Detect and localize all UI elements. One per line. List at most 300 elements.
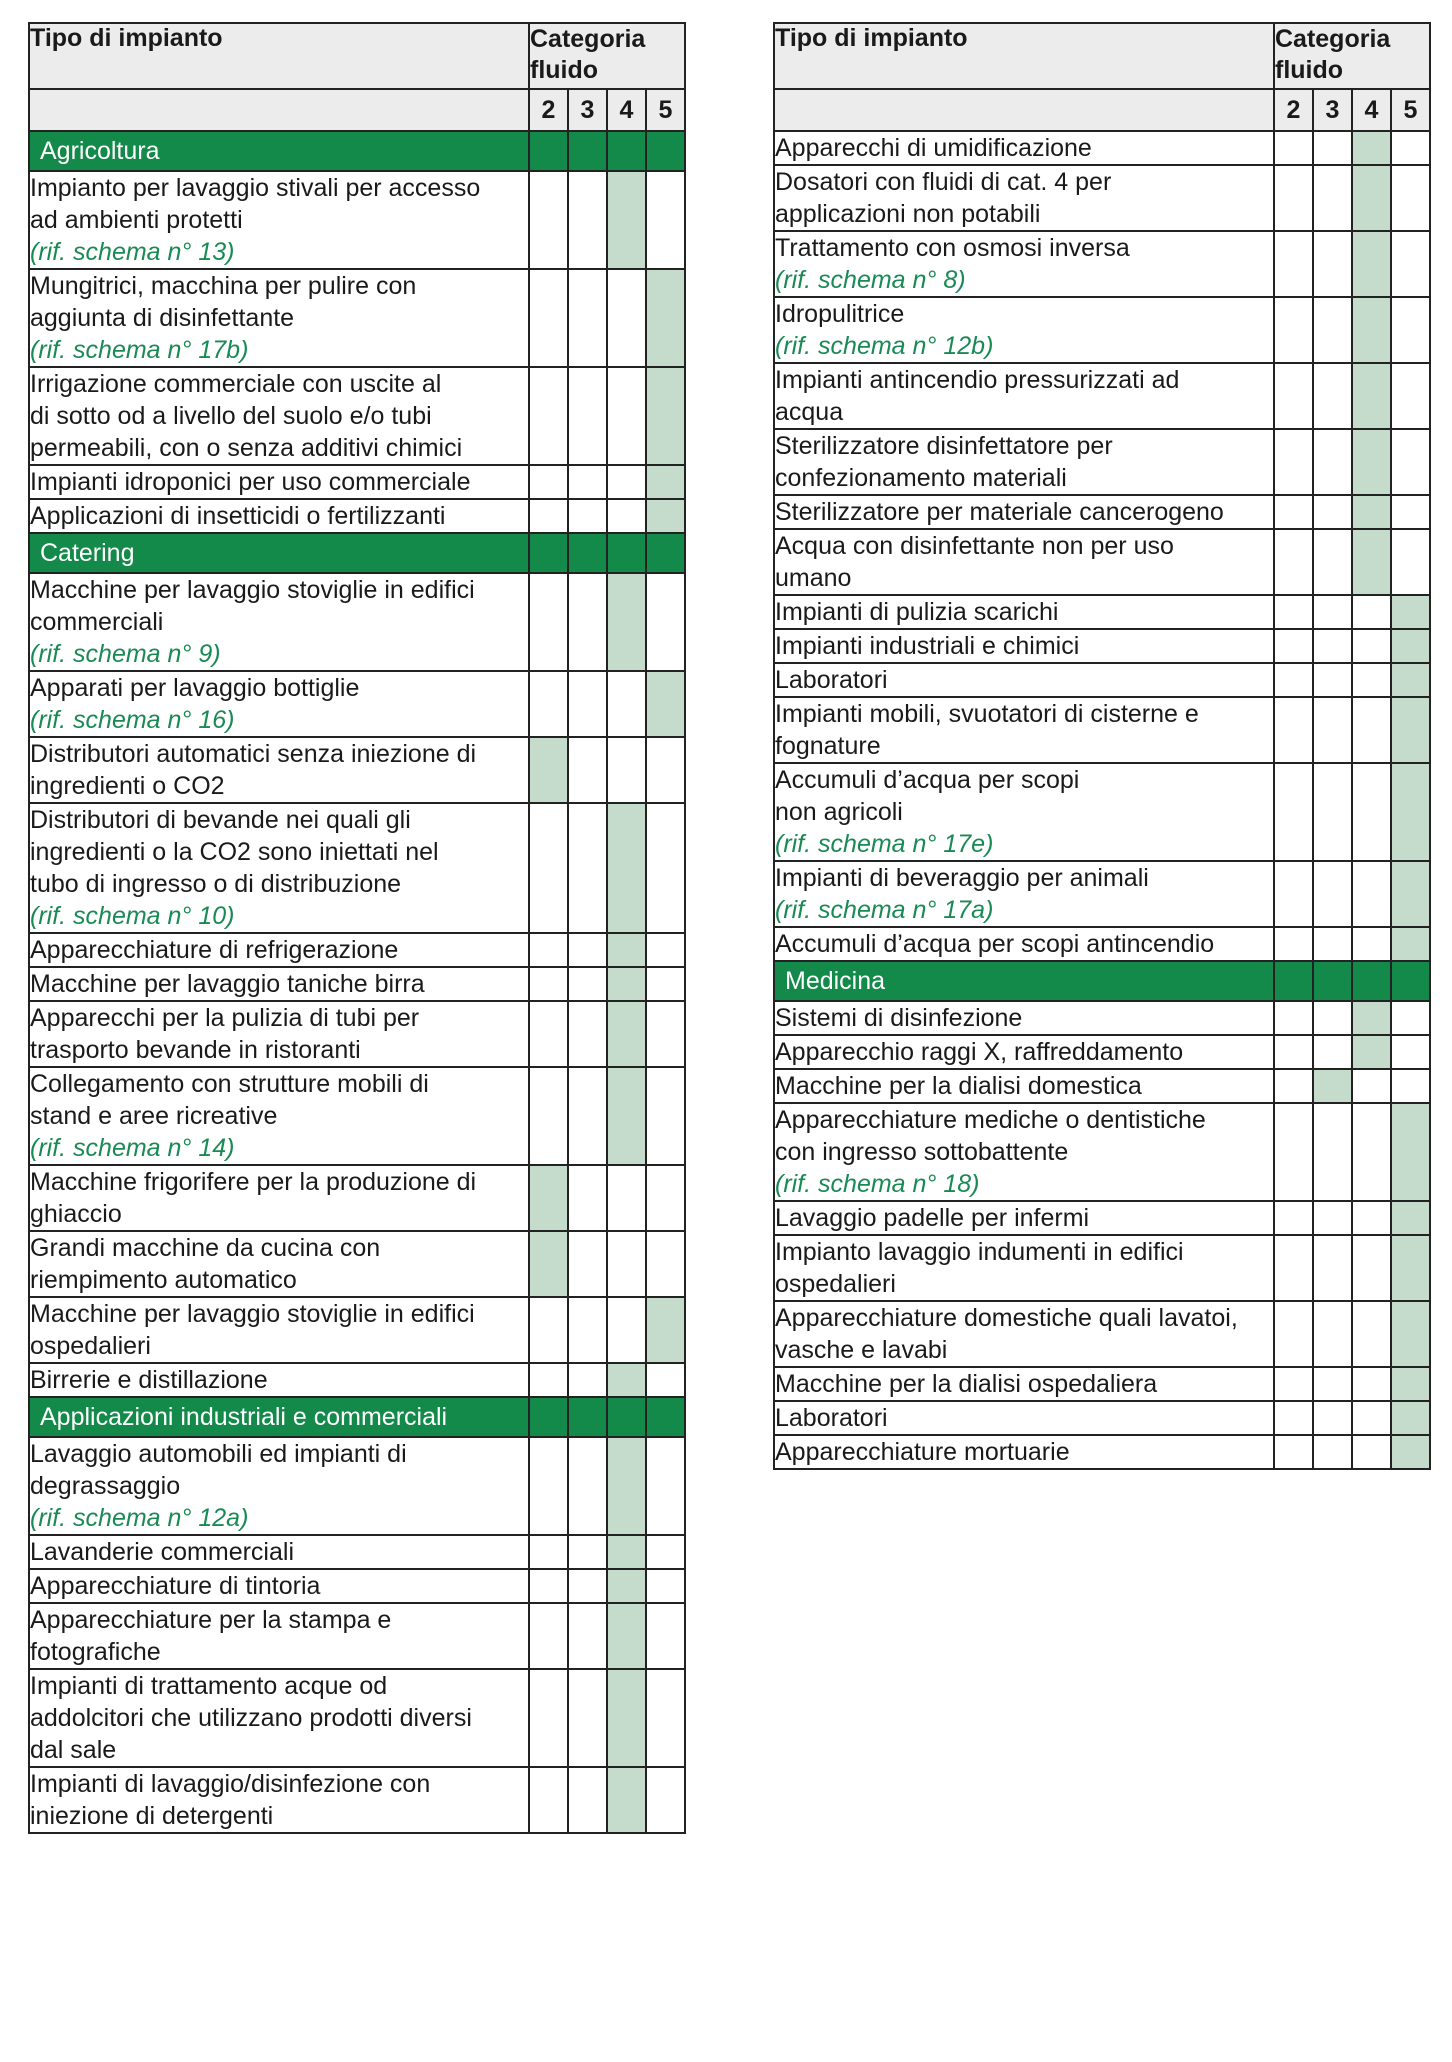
category-cell <box>1313 1001 1352 1035</box>
category-cell <box>646 1669 685 1767</box>
category-marked-cell <box>1352 429 1391 495</box>
installation-type <box>774 529 1274 595</box>
installation-line: Apparecchio raggi X, raffreddamento <box>775 1038 1184 1066</box>
category-cell <box>1313 763 1352 861</box>
section-category-cell <box>529 1397 568 1437</box>
category-cell <box>1313 927 1352 961</box>
table-row <box>29 1067 685 1165</box>
installation-line: ghiaccio <box>30 1200 122 1228</box>
category-cell <box>607 465 646 499</box>
category-cell <box>568 1669 607 1767</box>
table-row <box>774 165 1430 231</box>
schema-reference: (rif. schema n° 16) <box>30 706 235 734</box>
category-cell <box>607 1297 646 1363</box>
category-number: 4 <box>607 89 646 131</box>
category-cell <box>529 1437 568 1535</box>
category-marked-cell <box>1391 861 1430 927</box>
category-header-line: Categoria <box>530 25 646 53</box>
category-cell <box>568 737 607 803</box>
category-marked-cell <box>607 171 646 269</box>
table-row <box>774 763 1430 861</box>
installation-line: Applicazioni di insetticidi o fertilizzanti <box>30 502 446 530</box>
category-cell <box>1391 529 1430 595</box>
table-row <box>29 1231 685 1297</box>
category-cell <box>607 671 646 737</box>
schema-reference: (rif. schema n° 17b) <box>30 336 249 364</box>
installation-line: trasporto bevande in ristoranti <box>30 1036 361 1064</box>
installation-line: confezionamento materiali <box>775 464 1067 492</box>
category-cell <box>1352 1235 1391 1301</box>
installation-line: acqua <box>775 398 844 426</box>
category-number: 5 <box>646 89 685 131</box>
category-cell <box>646 1231 685 1297</box>
installation-type <box>774 363 1274 429</box>
category-cell <box>568 465 607 499</box>
installation-line: Sterilizzatore per materiale cancerogeno <box>775 498 1224 526</box>
installation-type <box>29 803 529 933</box>
installation-line: iniezione di detergenti <box>30 1802 274 1830</box>
category-marked-cell <box>607 1437 646 1535</box>
installation-type <box>774 231 1274 297</box>
installation-line: Dosatori con fluidi di cat. 4 per <box>775 168 1112 196</box>
category-marked-cell <box>1391 927 1430 961</box>
category-cell <box>1274 429 1313 495</box>
installation-line: dal sale <box>30 1736 117 1764</box>
category-marked-cell <box>607 1001 646 1067</box>
category-marked-cell <box>607 1603 646 1669</box>
installation-type <box>774 1201 1274 1235</box>
category-number: 4 <box>1352 89 1391 131</box>
category-cell <box>1391 165 1430 231</box>
category-cell <box>607 269 646 367</box>
table-row <box>774 1001 1430 1035</box>
category-cell <box>1274 131 1313 165</box>
installation-type <box>774 165 1274 231</box>
category-marked-cell <box>1391 629 1430 663</box>
section-category-cell <box>646 1397 685 1437</box>
table-row <box>29 1669 685 1767</box>
table-row <box>29 1767 685 1833</box>
category-cell <box>1313 1235 1352 1301</box>
category-marked-cell <box>1352 131 1391 165</box>
installation-line: Mungitrici, macchina per pulire con <box>30 272 417 300</box>
table-row <box>774 629 1430 663</box>
category-cell <box>1274 697 1313 763</box>
category-cell <box>646 803 685 933</box>
category-marked-cell <box>1352 165 1391 231</box>
installation-type <box>774 663 1274 697</box>
category-number: 3 <box>568 89 607 131</box>
category-marked-cell <box>529 1231 568 1297</box>
category-marked-cell <box>607 1363 646 1397</box>
category-cell <box>1313 629 1352 663</box>
category-marked-cell <box>1391 663 1430 697</box>
category-cell <box>1313 861 1352 927</box>
installation-line: tubo di ingresso o di distribuzione <box>30 870 402 898</box>
installation-line: Impianti industriali e chimici <box>775 632 1080 660</box>
category-cell <box>646 1569 685 1603</box>
installation-type <box>29 465 529 499</box>
category-cell <box>568 671 607 737</box>
installation-line: non agricoli <box>775 798 903 826</box>
category-cell <box>568 499 607 533</box>
table-row <box>774 1401 1430 1435</box>
category-cell <box>1274 1401 1313 1435</box>
section-category-cell <box>568 1397 607 1437</box>
table-row <box>29 367 685 465</box>
installation-line: fotografiche <box>30 1638 161 1666</box>
table-row <box>774 1103 1430 1201</box>
category-marked-cell <box>529 1165 568 1231</box>
installation-line: ingredienti o CO2 <box>30 772 225 800</box>
category-marked-cell <box>1391 1201 1430 1235</box>
schema-reference: (rif. schema n° 14) <box>30 1134 235 1162</box>
installation-line: Lavanderie commerciali <box>30 1538 295 1566</box>
category-cell <box>646 1165 685 1231</box>
category-marked-cell <box>607 967 646 1001</box>
category-cell <box>1274 1235 1313 1301</box>
table-row <box>774 927 1430 961</box>
section-category-cell <box>646 533 685 573</box>
category-cell <box>568 1165 607 1231</box>
category-cell <box>568 967 607 1001</box>
installation-type <box>774 1367 1274 1401</box>
table-body <box>29 131 685 1833</box>
category-cell <box>529 573 568 671</box>
category-cell <box>1313 165 1352 231</box>
category-cell <box>529 1669 568 1767</box>
category-cell <box>1274 1435 1313 1469</box>
category-cell <box>568 269 607 367</box>
installation-type <box>774 1235 1274 1301</box>
table-row <box>29 465 685 499</box>
category-marked-cell <box>1313 1069 1352 1103</box>
installation-type <box>29 1535 529 1569</box>
table-row <box>29 1603 685 1669</box>
category-cell <box>1313 363 1352 429</box>
category-cell <box>1274 1367 1313 1401</box>
installation-type <box>29 967 529 1001</box>
category-marked-cell <box>607 1767 646 1833</box>
installation-line: con ingresso sottobattente <box>775 1138 1069 1166</box>
table-row <box>774 595 1430 629</box>
category-cell <box>1313 529 1352 595</box>
category-cell <box>1352 763 1391 861</box>
category-header <box>529 23 685 89</box>
installation-line: Accumuli d’acqua per scopi antincendio <box>775 930 1215 958</box>
category-cell <box>1274 629 1313 663</box>
category-cell <box>1313 595 1352 629</box>
category-cell <box>529 1767 568 1833</box>
category-marked-cell <box>1352 1035 1391 1069</box>
installation-line: ospedalieri <box>30 1332 151 1360</box>
table-row <box>29 1535 685 1569</box>
section-category-cell <box>568 533 607 573</box>
category-cell <box>529 1067 568 1165</box>
installation-line: Lavaggio padelle per infermi <box>775 1204 1090 1232</box>
category-marked-cell <box>607 933 646 967</box>
category-cell <box>568 1767 607 1833</box>
installation-line: Sterilizzatore disinfettatore per <box>775 432 1113 460</box>
installation-type <box>29 269 529 367</box>
category-cell <box>1391 1069 1430 1103</box>
category-number: 5 <box>1391 89 1430 131</box>
category-cell <box>529 1297 568 1363</box>
installation-line: Acqua con disinfettante non per uso <box>775 532 1174 560</box>
category-cell <box>529 803 568 933</box>
category-marked-cell <box>1391 1367 1430 1401</box>
installation-type <box>29 171 529 269</box>
category-cell <box>1274 1001 1313 1035</box>
category-cell <box>1391 1035 1430 1069</box>
category-cell <box>568 1001 607 1067</box>
section-category-cell <box>607 1397 646 1437</box>
installation-line: Macchine per la dialisi ospedaliera <box>775 1370 1158 1398</box>
installation-line: ospedalieri <box>775 1270 896 1298</box>
installation-line: Lavaggio automobili ed impianti di <box>30 1440 407 1468</box>
category-cell <box>607 367 646 465</box>
installation-line: Apparecchiature domestiche quali lavatoi, <box>775 1304 1238 1332</box>
installation-line: Impianti mobili, svuotatori di cisterne e <box>775 700 1199 728</box>
category-cell <box>1313 495 1352 529</box>
category-cell <box>646 967 685 1001</box>
category-cell <box>1313 297 1352 363</box>
installation-type <box>29 1603 529 1669</box>
installation-line: Impianti idroponici per uso commerciale <box>30 468 471 496</box>
category-marked-cell <box>1391 1235 1430 1301</box>
category-cell <box>568 367 607 465</box>
category-cell <box>1313 1435 1352 1469</box>
installation-type <box>774 927 1274 961</box>
category-cell <box>529 499 568 533</box>
installation-type <box>29 1067 529 1165</box>
category-number: 2 <box>1274 89 1313 131</box>
category-cell <box>1274 1103 1313 1201</box>
installation-type <box>29 1001 529 1067</box>
schema-reference: (rif. schema n° 9) <box>30 640 221 668</box>
table-row <box>29 803 685 933</box>
installation-line: Apparecchiature mediche o dentistiche <box>775 1106 1206 1134</box>
table-row <box>774 1235 1430 1301</box>
section-category-cell <box>1352 961 1391 1001</box>
category-cell <box>529 1569 568 1603</box>
category-cell <box>1274 1035 1313 1069</box>
installation-type <box>774 595 1274 629</box>
table-row <box>774 231 1430 297</box>
category-cell <box>1274 763 1313 861</box>
installation-line: di sotto od a livello del suolo e/o tubi <box>30 402 432 430</box>
category-cell <box>646 1001 685 1067</box>
category-cell <box>1313 1367 1352 1401</box>
installation-type <box>774 629 1274 663</box>
installation-line: Birrerie e distillazione <box>30 1366 268 1394</box>
installation-line: Macchine per lavaggio taniche birra <box>30 970 425 998</box>
category-marked-cell <box>1391 1401 1430 1435</box>
category-marked-cell <box>646 499 685 533</box>
installation-line: Macchine per la dialisi domestica <box>775 1072 1142 1100</box>
installation-line: Apparecchiature mortuarie <box>775 1438 1070 1466</box>
section-title: Applicazioni industriali e commerciali <box>29 1397 529 1437</box>
installation-type <box>29 737 529 803</box>
installation-line: Grandi macchine da cucina con <box>30 1234 381 1262</box>
section-category-cell <box>1274 961 1313 1001</box>
table-body <box>774 131 1430 1469</box>
category-cell <box>529 465 568 499</box>
type-header: Tipo di impianto <box>774 23 1274 89</box>
installation-type <box>774 429 1274 495</box>
table-row <box>774 1367 1430 1401</box>
installation-type <box>774 1069 1274 1103</box>
schema-reference: (rif. schema n° 18) <box>775 1170 980 1198</box>
section-category-cell <box>607 533 646 573</box>
installation-type <box>29 573 529 671</box>
category-cell <box>1352 927 1391 961</box>
category-cell <box>1313 1035 1352 1069</box>
category-cell <box>529 671 568 737</box>
table-row <box>29 1165 685 1231</box>
category-cell <box>646 737 685 803</box>
installation-line: Collegamento con strutture mobili di <box>30 1070 429 1098</box>
schema-reference: (rif. schema n° 12b) <box>775 332 994 360</box>
installation-line: commerciali <box>30 608 164 636</box>
installation-type <box>29 367 529 465</box>
table-row <box>29 573 685 671</box>
installation-line: addolcitori che utilizzano prodotti diversi <box>30 1704 472 1732</box>
installation-line: Sistemi di disinfezione <box>775 1004 1023 1032</box>
category-table-left <box>28 22 686 1834</box>
category-header-line: Categoria <box>1275 25 1391 53</box>
table-row <box>29 1569 685 1603</box>
category-cell <box>568 1363 607 1397</box>
category-marked-cell <box>1352 529 1391 595</box>
category-cell <box>529 1603 568 1669</box>
category-marked-cell <box>607 1569 646 1603</box>
category-table-right <box>773 22 1431 1470</box>
header-spacer <box>29 89 529 131</box>
table-row <box>774 529 1430 595</box>
type-header: Tipo di impianto <box>29 23 529 89</box>
category-cell <box>568 1437 607 1535</box>
installation-type <box>29 1231 529 1297</box>
category-cell <box>1274 1069 1313 1103</box>
category-cell <box>1313 1103 1352 1201</box>
category-cell <box>646 171 685 269</box>
table-row <box>29 671 685 737</box>
installation-line: Laboratori <box>775 666 888 694</box>
category-cell <box>1313 1301 1352 1367</box>
category-cell <box>646 933 685 967</box>
installation-line: Idropulitrice <box>775 300 905 328</box>
installation-line: umano <box>775 564 852 592</box>
installation-line: Impianto lavaggio indumenti in edifici <box>775 1238 1184 1266</box>
category-marked-cell <box>1352 231 1391 297</box>
section-title: Catering <box>29 533 529 573</box>
category-number: 2 <box>529 89 568 131</box>
installation-type <box>774 1401 1274 1435</box>
installation-type <box>29 499 529 533</box>
table-row <box>774 1435 1430 1469</box>
category-cell <box>646 1363 685 1397</box>
installation-line: degrassaggio <box>30 1472 181 1500</box>
category-cell <box>1352 629 1391 663</box>
category-cell <box>1352 1301 1391 1367</box>
table-row <box>774 297 1430 363</box>
category-cell <box>1313 1201 1352 1235</box>
installation-type <box>774 131 1274 165</box>
category-cell <box>1274 529 1313 595</box>
installation-line: Apparecchiature di tintoria <box>30 1572 321 1600</box>
installation-line: permeabili, con o senza additivi chimici <box>30 434 463 462</box>
category-cell <box>1391 495 1430 529</box>
category-cell <box>1274 663 1313 697</box>
installation-line: Distributori automatici senza iniezione di <box>30 740 477 768</box>
installation-type <box>774 1435 1274 1469</box>
installation-type <box>29 671 529 737</box>
category-marked-cell <box>1352 363 1391 429</box>
section-category-cell <box>529 533 568 573</box>
category-cell <box>1352 1069 1391 1103</box>
installation-line: vasche e lavabi <box>775 1336 948 1364</box>
table-row <box>774 861 1430 927</box>
category-cell <box>1274 1201 1313 1235</box>
table-row <box>774 663 1430 697</box>
category-cell <box>1274 297 1313 363</box>
category-marked-cell <box>1391 595 1430 629</box>
installation-line: Apparecchiature di refrigerazione <box>30 936 399 964</box>
schema-reference: (rif. schema n° 17a) <box>775 896 994 924</box>
table-row <box>774 697 1430 763</box>
table-row <box>774 1301 1430 1367</box>
installation-line: riempimento automatico <box>30 1266 297 1294</box>
installation-line: Trattamento con osmosi inversa <box>775 234 1130 262</box>
installation-line: Macchine frigorifere per la produzione di <box>30 1168 477 1196</box>
category-marked-cell <box>1391 1301 1430 1367</box>
schema-reference: (rif. schema n° 8) <box>775 266 966 294</box>
installation-line: Impianto per lavaggio stivali per accesso <box>30 174 481 202</box>
category-cell <box>568 1603 607 1669</box>
installation-type <box>29 1669 529 1767</box>
installation-line: Accumuli d’acqua per scopi <box>775 766 1080 794</box>
table-row <box>774 363 1430 429</box>
category-header <box>1274 23 1430 89</box>
installation-line: Laboratori <box>775 1404 888 1432</box>
category-cell <box>1352 663 1391 697</box>
table-row <box>774 495 1430 529</box>
category-cell <box>1391 297 1430 363</box>
category-cell <box>529 269 568 367</box>
category-cell <box>1313 697 1352 763</box>
category-header-line: fluido <box>1275 56 1344 84</box>
category-cell <box>1391 231 1430 297</box>
installation-line: Impianti di lavaggio/disinfezione con <box>30 1770 431 1798</box>
installation-type <box>774 1301 1274 1367</box>
installation-type <box>774 763 1274 861</box>
installation-type <box>29 1569 529 1603</box>
table-row <box>29 269 685 367</box>
category-cell <box>646 1535 685 1569</box>
category-cell <box>1352 697 1391 763</box>
installation-line: Apparecchiature per la stampa e <box>30 1606 392 1634</box>
category-marked-cell <box>646 465 685 499</box>
schema-reference: (rif. schema n° 10) <box>30 902 235 930</box>
category-marked-cell <box>1391 1435 1430 1469</box>
installation-type <box>29 1363 529 1397</box>
category-cell <box>1274 165 1313 231</box>
category-marked-cell <box>607 573 646 671</box>
section-title: Medicina <box>774 961 1274 1001</box>
category-marked-cell <box>607 1535 646 1569</box>
category-marked-cell <box>607 1669 646 1767</box>
